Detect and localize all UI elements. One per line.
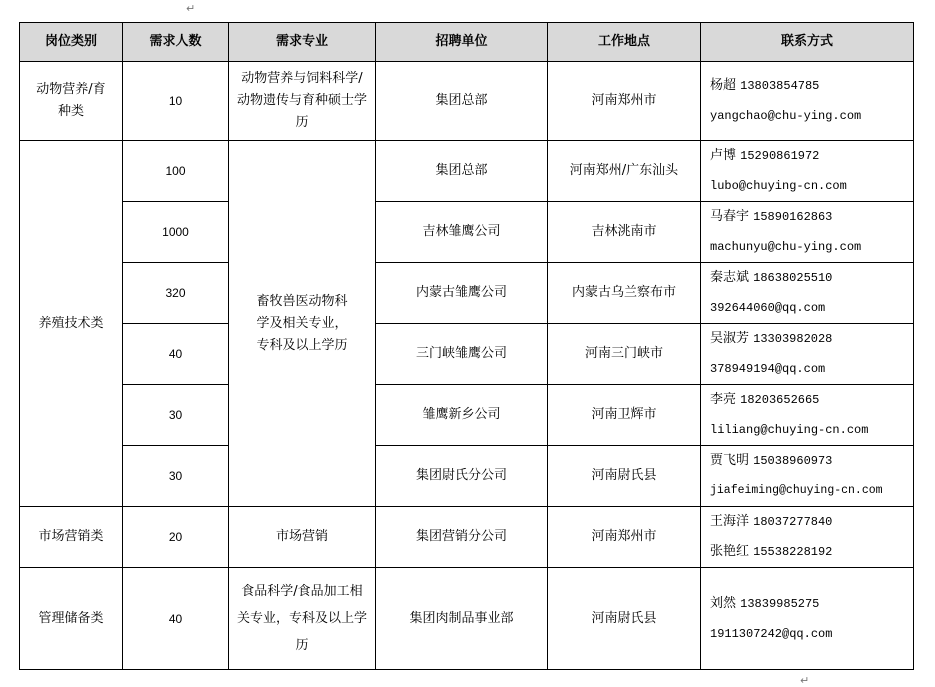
contact-email: yangchao@chu-ying.com bbox=[710, 109, 862, 123]
count-cell: 100 bbox=[123, 141, 229, 202]
contact-name-2: 张艳红 bbox=[710, 544, 750, 559]
category-cell: 管理储备类 bbox=[20, 568, 123, 670]
location-cell: 吉林洮南市 bbox=[548, 202, 701, 263]
contact-email: machunyu@chu-ying.com bbox=[710, 240, 862, 254]
contact-name: 贾飞明 bbox=[710, 453, 750, 468]
category-cell: 市场营销类 bbox=[20, 507, 123, 568]
table-row bbox=[20, 202, 914, 263]
location-cell: 内蒙古乌兰察布市 bbox=[548, 263, 701, 324]
location-cell: 河南尉氏县 bbox=[548, 568, 701, 670]
major-cell: 畜牧兽医动物科学及相关专业，专科及以上学历 bbox=[229, 141, 376, 507]
count-cell: 40 bbox=[123, 324, 229, 385]
header-unit: 招聘单位 bbox=[376, 23, 548, 62]
contact-email: jiafeiming@chuying-cn.com bbox=[710, 484, 883, 497]
count-cell: 10 bbox=[123, 62, 229, 141]
unit-cell: 集团营销分公司 bbox=[376, 507, 548, 568]
location-cell: 河南尉氏县 bbox=[548, 446, 701, 507]
contact-phone: 15038960973 bbox=[753, 454, 833, 468]
unit-cell: 三门峡雏鹰公司 bbox=[376, 324, 548, 385]
contact-phone: 18203652665 bbox=[740, 393, 820, 407]
contact-email: 1911307242@qq.com bbox=[710, 626, 833, 641]
major-cell: 食品科学/食品加工相关专业，专科及以上学历 bbox=[229, 568, 376, 670]
recruitment-table bbox=[19, 22, 914, 670]
contact-email: 392644060@qq.com bbox=[710, 301, 826, 315]
contact-cell bbox=[701, 507, 914, 568]
category-cell: 养殖技术类 bbox=[20, 141, 123, 507]
contact-email: 378949194@qq.com bbox=[710, 362, 826, 376]
contact-cell bbox=[701, 446, 914, 507]
paragraph-mark: ↵ bbox=[186, 2, 196, 15]
header-row bbox=[20, 23, 914, 62]
contact-name: 秦志斌 bbox=[710, 270, 750, 285]
unit-cell: 吉林雏鹰公司 bbox=[376, 202, 548, 263]
contact-name: 王海洋 bbox=[710, 514, 750, 529]
table-row bbox=[20, 324, 914, 385]
contact-phone: 13803854785 bbox=[740, 79, 820, 93]
count-cell: 20 bbox=[123, 507, 229, 568]
contact-name: 李亮 bbox=[710, 392, 737, 407]
location-cell: 河南郑州市 bbox=[548, 507, 701, 568]
contact-name: 卢博 bbox=[710, 148, 737, 163]
category-cell: 动物营养/育种类 bbox=[20, 62, 123, 141]
unit-cell: 集团肉制品事业部 bbox=[376, 568, 548, 670]
paragraph-mark: ↵ bbox=[800, 674, 810, 687]
table-row bbox=[20, 446, 914, 507]
unit-cell: 集团尉氏分公司 bbox=[376, 446, 548, 507]
contact-phone: 13303982028 bbox=[753, 332, 833, 346]
contact-cell bbox=[701, 568, 914, 670]
table-row bbox=[20, 62, 914, 141]
table-row bbox=[20, 263, 914, 324]
table-row bbox=[20, 568, 914, 670]
contact-phone: 18037277840 bbox=[753, 515, 833, 529]
contact-name: 马春宇 bbox=[710, 209, 750, 224]
contact-cell bbox=[701, 62, 914, 141]
table-row bbox=[20, 507, 914, 568]
contact-cell bbox=[701, 141, 914, 202]
major-cell: 市场营销 bbox=[229, 507, 376, 568]
contact-name: 杨超 bbox=[710, 78, 737, 93]
table-row bbox=[20, 385, 914, 446]
contact-cell bbox=[701, 202, 914, 263]
location-cell: 河南三门峡市 bbox=[548, 324, 701, 385]
count-cell: 40 bbox=[123, 568, 229, 670]
contact-phone: 15290861972 bbox=[740, 149, 820, 163]
contact-name: 吴淑芳 bbox=[710, 331, 750, 346]
contact-email: liliang@chuying-cn.com bbox=[710, 423, 869, 437]
major-cell: 动物营养与饲料科学/动物遗传与育种硕士学历 bbox=[229, 62, 376, 141]
table-row bbox=[20, 141, 914, 202]
header-location: 工作地点 bbox=[548, 23, 701, 62]
location-cell: 河南郑州市 bbox=[548, 62, 701, 141]
unit-cell: 雏鹰新乡公司 bbox=[376, 385, 548, 446]
contact-email: lubo@chuying-cn.com bbox=[710, 179, 847, 193]
unit-cell: 集团总部 bbox=[376, 141, 548, 202]
contact-cell bbox=[701, 324, 914, 385]
contact-name: 刘然 bbox=[710, 595, 737, 611]
header-category: 岗位类别 bbox=[20, 23, 123, 62]
location-cell: 河南卫辉市 bbox=[548, 385, 701, 446]
header-count: 需求人数 bbox=[123, 23, 229, 62]
contact-cell bbox=[701, 263, 914, 324]
contact-phone: 18638025510 bbox=[753, 271, 833, 285]
count-cell: 1000 bbox=[123, 202, 229, 263]
count-cell: 30 bbox=[123, 446, 229, 507]
unit-cell: 内蒙古雏鹰公司 bbox=[376, 263, 548, 324]
contact-phone-2: 15538228192 bbox=[753, 545, 833, 559]
count-cell: 30 bbox=[123, 385, 229, 446]
contact-phone: 13839985275 bbox=[740, 596, 820, 611]
contact-cell bbox=[701, 385, 914, 446]
unit-cell: 集团总部 bbox=[376, 62, 548, 141]
header-contact: 联系方式 bbox=[701, 23, 914, 62]
contact-phone: 15890162863 bbox=[753, 210, 833, 224]
header-major: 需求专业 bbox=[229, 23, 376, 62]
location-cell: 河南郑州/广东汕头 bbox=[548, 141, 701, 202]
count-cell: 320 bbox=[123, 263, 229, 324]
